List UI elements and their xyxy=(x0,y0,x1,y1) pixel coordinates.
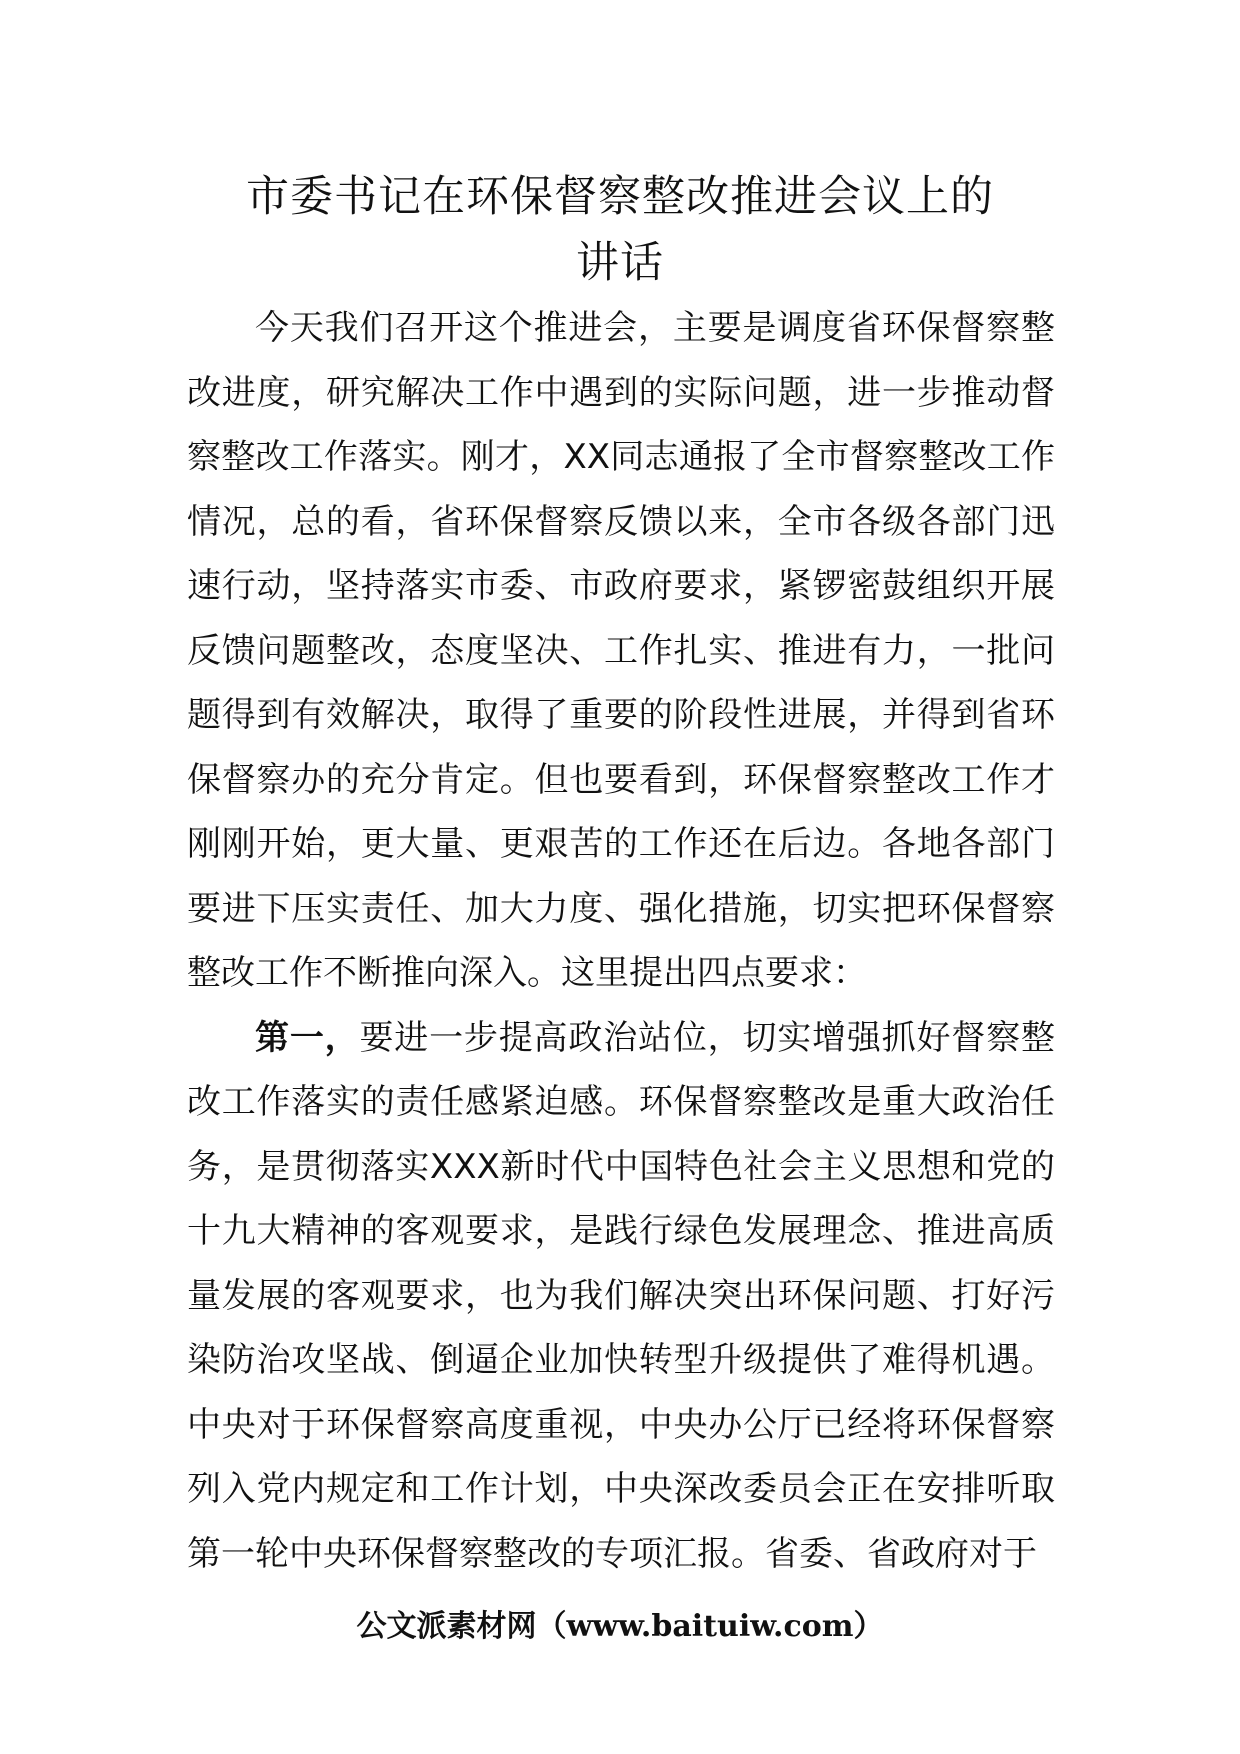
paragraph-2-lead: 第一， xyxy=(255,1017,360,1058)
paragraph-2 xyxy=(187,1006,1055,1587)
document-body xyxy=(187,296,1055,1586)
document-title-line-2: 讲话 xyxy=(576,238,664,288)
document-title-line-1: 市委书记在环保督察整改推进会议上的 xyxy=(246,172,994,222)
paragraph-1-text: 今天我们召开这个推进会，主要是调度省环保督察整改进度，研究解决工作中遇到的实际问题，进一步推动督察整改工作落实。刚才，XX同志通报了全市督察整改工作情况，总的看，省环保督察反馈以来，全市各级各部门迅速行动，坚持落实市委、市政府要求，紧锣密鼓组织开展反馈问题整改，态度坚决、工作扎实、推进有力，一批问题得到有效解决，取得了重要的阶段性进展，并得到省环保督察办的充分肯定。但也要看到，环保督察整改工作才刚刚开始，更大量、更艰苦的工作还在后边。各地各部门要进下压实责任、加大力度、强化措施，切实把环保督察整改工作不断推向深入。这里提出四点要求： xyxy=(187,308,1055,993)
paragraph-2-text: 要进一步提高政治站位，切实增强抓好督察整改工作落实的责任感紧迫感。环保督察整改是重大政治任务，是贯彻落实XXX新时代中国特色社会主义思想和党的十九大精神的客观要求，是践行绿色发展理念、推进高质量发展的客观要求，也为我们解决突出环保问题、打好污染防治攻坚战、倒逼企业加快转型升级提供了难得机遇。中央对于环保督察高度重视，中央办公厅已经将环保督察列入党内规定和工作计划，中央深改委员会正在安排听取第一轮中央环保督察整改的专项汇报。省委、省政府对于 xyxy=(187,1017,1056,1574)
paragraph-1 xyxy=(187,296,1055,1006)
footer-watermark: 公文派素材网（www.baituiw.com） xyxy=(356,1609,884,1644)
